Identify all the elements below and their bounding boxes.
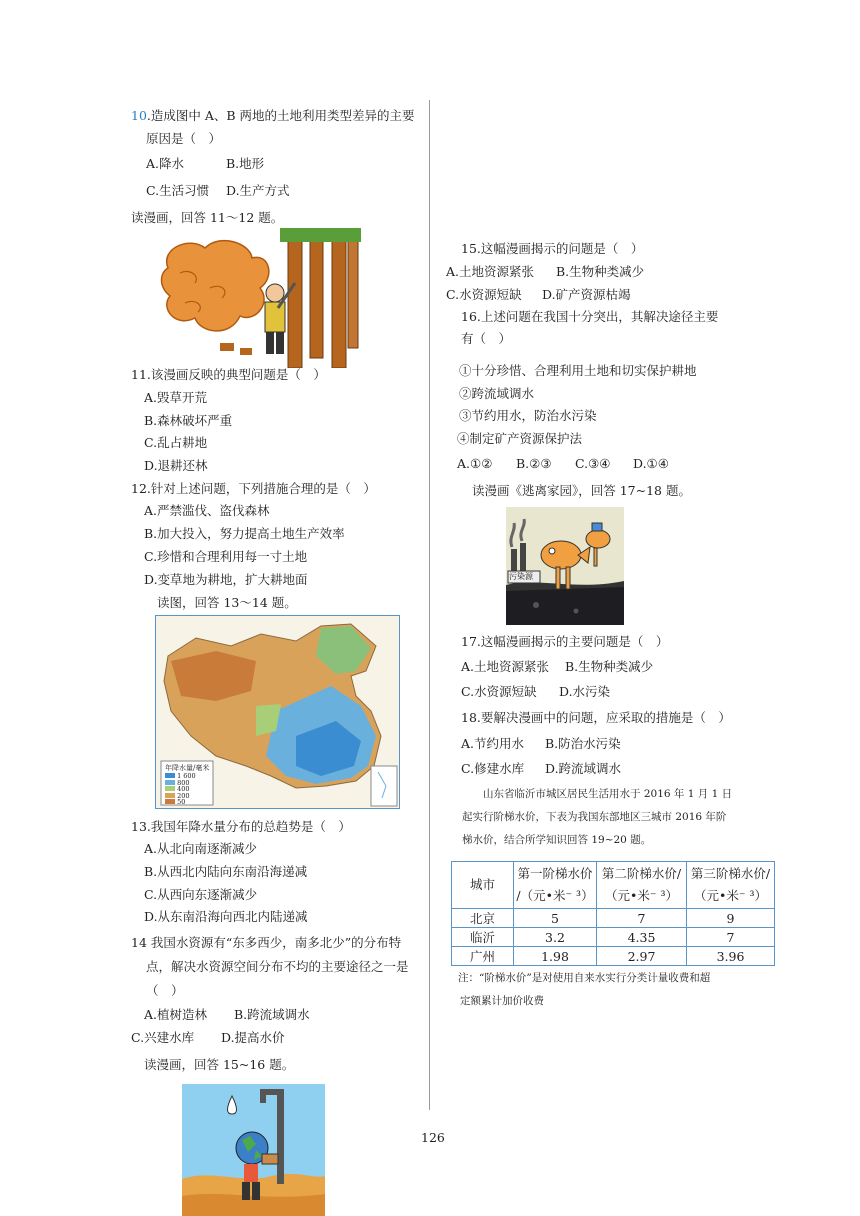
header-tier-2: 第二阶梯水价/ （元•米⁻ ³） <box>597 862 687 909</box>
q17-option-c: C.水资源短缺 <box>461 684 537 699</box>
fleeing-fish-cartoon <box>506 507 624 625</box>
q14-option-a: A.植树造林 <box>144 1007 208 1022</box>
map-legend <box>165 773 196 806</box>
header-tier-3: 第三阶梯水价/ （元•米⁻ ³） <box>687 862 775 909</box>
q15-stem: 15.这幅漫画揭示的问题是（ ） <box>461 241 644 256</box>
q16-option-a: A.①② <box>457 456 493 471</box>
q10-line2: 原因是（ ） <box>146 131 222 146</box>
q14-line3: （ ） <box>146 983 184 998</box>
table-cell: 7 <box>597 909 687 928</box>
table-cell: 3.96 <box>687 947 775 966</box>
water-price-table <box>451 861 775 966</box>
q16-statement-4: ④制定矿产资源保护法 <box>457 431 583 446</box>
q18-option-a: A.节约用水 <box>461 736 525 751</box>
table-cell: 9 <box>687 909 775 928</box>
q14-line1: 14 我国水资源有“东多西少，南多北少”的分布特 <box>131 935 402 950</box>
table-cell: 2.97 <box>597 947 687 966</box>
intro-17-18: 读漫画《逃离家园》，回答 17~18 题。 <box>472 483 691 498</box>
q14-option-b: B.跨流域调水 <box>234 1007 310 1022</box>
legend-item: 50 <box>165 799 196 806</box>
table-row <box>452 947 775 966</box>
q16-statement-3: ③节约用水，防治水污染 <box>459 408 597 423</box>
q17-option-b: B.生物种类减少 <box>565 659 654 674</box>
table-cell: 4.35 <box>597 928 687 947</box>
table-cell: 北京 <box>452 909 514 928</box>
q16-option-b: B.②③ <box>516 456 552 471</box>
q11-option-d: D.退耕还林 <box>144 458 208 473</box>
water-shortage-cartoon <box>182 1084 325 1216</box>
q14-line2: 点，解决水资源空间分布不均的主要途径之一是 <box>146 959 409 974</box>
intro-11-12: 读漫画，回答 11～12 题。 <box>131 210 284 225</box>
q16-line2: 有（ ） <box>461 331 512 346</box>
q14-option-c: C.兴建水库 <box>131 1030 195 1045</box>
page-number: 126 <box>421 1130 445 1145</box>
table-cell: 3.2 <box>514 928 597 947</box>
q16-line1: 16.上述问题在我国十分突出，其解决途径主要 <box>461 309 719 324</box>
q10-option-a: A.降水 <box>146 156 185 171</box>
q15-option-a: A.土地资源紧张 <box>446 264 535 279</box>
passage-line-3: 梯水价，结合所学知识回答 19~20 题。 <box>462 834 652 846</box>
q18-stem: 18.要解决漫画中的问题，应采取的措施是（ ） <box>461 710 731 725</box>
q18-option-c: C.修建水库 <box>461 761 525 776</box>
intro-15-16: 读漫画，回答 15~16 题。 <box>144 1057 295 1072</box>
passage-line-2: 起实行阶梯水价，下表为我国东部地区三城市 2016 年阶 <box>462 811 727 823</box>
intro-13-14: 读图，回答 13～14 题。 <box>157 595 297 610</box>
q17-option-a: A.土地资源紧张 <box>461 659 550 674</box>
q12-option-c: C.珍惜和合理利用每一寸土地 <box>144 549 308 564</box>
precipitation-map <box>155 615 400 809</box>
table-cell: 临沂 <box>452 928 514 947</box>
q18-option-d: D.跨流域调水 <box>545 761 622 776</box>
q13-option-b: B.从西北内陆向东南沿海递减 <box>144 864 308 879</box>
q12-option-a: A.严禁滥伐、盗伐森林 <box>144 503 270 518</box>
deforestation-cartoon <box>160 228 361 368</box>
q17-option-d: D.水污染 <box>559 684 611 699</box>
table-cell: 5 <box>514 909 597 928</box>
q13-option-a: A.从北向南逐渐减少 <box>144 841 258 856</box>
table-note-line-1: 注：“阶梯水价”是对使用自来水实行分类计量收费和超 <box>458 972 711 984</box>
table-cell: 7 <box>687 928 775 947</box>
table-cell: 广州 <box>452 947 514 966</box>
column-divider <box>429 100 430 1110</box>
legend-item: 800 <box>165 780 196 787</box>
legend-item: 1 600 <box>165 773 196 780</box>
pollution-source-sign: 污染源 <box>509 572 533 581</box>
q14-option-d: D.提高水价 <box>221 1030 285 1045</box>
q16-option-d: D.①④ <box>633 456 669 471</box>
q10-option-d: D.生产方式 <box>226 183 290 198</box>
q16-statement-2: ②跨流域调水 <box>459 386 535 401</box>
header-tier-1: 第一阶梯水价 /（元•米⁻ ³） <box>514 862 597 909</box>
legend-item: 400 <box>165 786 196 793</box>
q11-option-c: C.乱占耕地 <box>144 435 208 450</box>
q10-option-b: B.地形 <box>226 156 265 171</box>
q13-option-c: C.从西向东逐渐减少 <box>144 887 258 902</box>
q10-option-c: C.生活习惯 <box>146 183 210 198</box>
q12-stem: 12.针对上述问题，下列措施合理的是（ ） <box>131 481 376 496</box>
q15-option-d: D.矿产资源枯竭 <box>542 287 631 302</box>
table-cell: 1.98 <box>514 947 597 966</box>
q11-option-a: A.毁草开荒 <box>144 390 208 405</box>
table-row <box>452 928 775 947</box>
q11-option-b: B.森林破坏严重 <box>144 413 233 428</box>
q12-option-d: D.变草地为耕地，扩大耕地面 <box>144 572 308 587</box>
passage-line-1: 山东省临沂市城区居民生活用水于 2016 年 1 月 1 日 <box>483 788 733 800</box>
q11-stem: 11.该漫画反映的典型问题是（ ） <box>131 367 326 382</box>
q12-option-b: B.加大投入，努力提高土地生产效率 <box>144 526 345 541</box>
q15-option-c: C.水资源短缺 <box>446 287 522 302</box>
legend-item: 200 <box>165 793 196 800</box>
header-city: 城市 <box>452 862 514 909</box>
map-legend-title: 年降水量/毫米 <box>165 764 210 772</box>
q18-option-b: B.防治水污染 <box>545 736 621 751</box>
q16-statement-1: ①十分珍惜、合理利用土地和切实保护耕地 <box>459 363 697 378</box>
q13-option-d: D.从东南沿海向西北内陆递减 <box>144 909 308 924</box>
q13-stem: 13.我国年降水量分布的总趋势是（ ） <box>131 819 351 834</box>
q15-option-b: B.生物种类减少 <box>556 264 645 279</box>
table-header-row <box>452 862 775 909</box>
table-note-line-2: 定额累计加价收费 <box>460 995 544 1007</box>
q17-stem: 17.这幅漫画揭示的主要问题是（ ） <box>461 634 669 649</box>
q16-option-c: C.③④ <box>575 456 611 471</box>
table-row <box>452 909 775 928</box>
q10-line1: 10.造成图中 A、B 两地的土地利用类型差异的主要 <box>131 108 415 123</box>
